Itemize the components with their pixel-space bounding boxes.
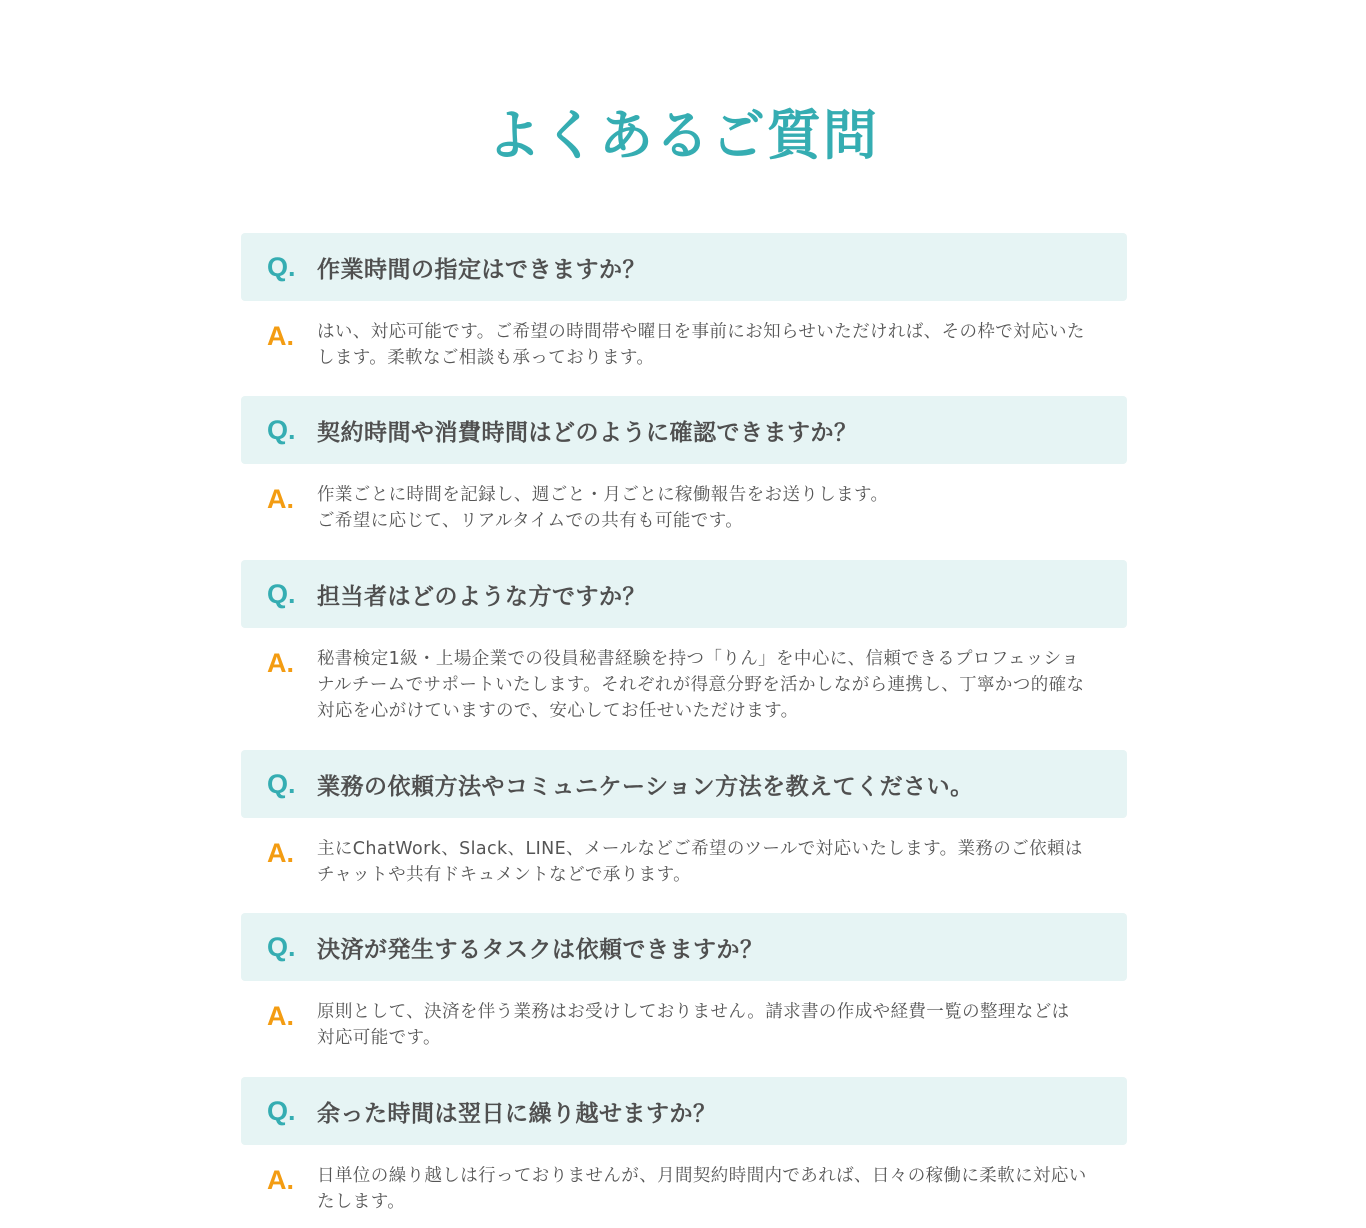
question-mark-label: Q. <box>267 578 296 609</box>
question-mark-label: Q. <box>267 931 296 962</box>
answer-mark-label: A. <box>267 321 294 351</box>
faq-answer: 主にChatWork、Slack、LINE、メールなどご希望のツールで対応いたします。業務のご依頼はチャットや共有ドキュメントなどで承ります。 <box>317 839 1083 885</box>
faq-answer: はい、対応可能です。ご希望の時間帯や曜日を事前にお知らせいただければ、その枠で対応いたします。柔軟なご相談も承っております。 <box>317 322 1085 368</box>
faq-answer: 日単位の繰り越しは行っておりませんが、月間契約時間内であれば、日々の稼働に柔軟に対応いたします。 <box>317 1166 1087 1212</box>
faq-question-row[interactable] <box>241 750 1127 818</box>
answer-mark-label: A. <box>267 1001 294 1031</box>
faq-item <box>241 560 1127 724</box>
faq-question: 作業時間の指定はできますか？ <box>317 256 646 283</box>
question-mark-label: Q. <box>267 768 296 799</box>
faq-item <box>241 913 1127 1051</box>
faq-answer-row <box>241 1145 1127 1215</box>
faq-answer-row <box>241 981 1127 1051</box>
faq-item <box>241 233 1127 371</box>
answer-mark-label: A. <box>267 838 294 868</box>
faq-question-row[interactable] <box>241 1077 1127 1145</box>
faq-question: 契約時間や消費時間はどのように確認できますか？ <box>317 419 858 446</box>
faq-question: 担当者はどのような方ですか？ <box>317 583 646 610</box>
faq-answer-row <box>241 301 1127 371</box>
faq-answer: 秘書検定1級・上場企業での役員秘書経験を持つ「りん」を中心に、信頼できるプロフェッショナルチームでサポートいたします。それぞれが得意分野を活かしながら連携し、丁寧かつ的確な対応を心がけていますので、安心してお任せいただけます。 <box>317 649 1085 721</box>
faq-item <box>241 1077 1127 1215</box>
faq-question-row[interactable] <box>241 233 1127 301</box>
faq-question: 業務の依頼方法やコミュニケーション方法を教えてください。 <box>317 773 974 800</box>
page-title: よくあるご質問 <box>487 104 879 167</box>
faq-answer: 原則として、決済を伴う業務はお受けしておりません。請求書の作成や経費一覧の整理などは対応可能です。 <box>317 1002 1070 1048</box>
faq-question-row[interactable] <box>241 913 1127 981</box>
faq-item <box>241 396 1127 534</box>
faq-answer-row <box>241 464 1127 534</box>
faq-item <box>241 750 1127 888</box>
answer-mark-label: A. <box>267 648 294 678</box>
question-mark-label: Q. <box>267 414 296 445</box>
faq-answer-row <box>241 818 1127 888</box>
faq-question: 決済が発生するタスクは依頼できますか？ <box>317 936 764 963</box>
faq-question: 余った時間は翌日に繰り越せますか？ <box>317 1100 717 1127</box>
answer-mark-label: A. <box>267 484 294 514</box>
faq-answer: 作業ごとに時間を記録し、週ごと・月ごとに稼働報告をお送りします。 ご希望に応じて、リアルタイムでの共有も可能です。 <box>317 485 889 531</box>
question-mark-label: Q. <box>267 1095 296 1126</box>
faq-question-row[interactable] <box>241 396 1127 464</box>
faq-answer-row <box>241 628 1127 724</box>
faq-question-row[interactable] <box>241 560 1127 628</box>
question-mark-label: Q. <box>267 251 296 282</box>
answer-mark-label: A. <box>267 1165 294 1195</box>
